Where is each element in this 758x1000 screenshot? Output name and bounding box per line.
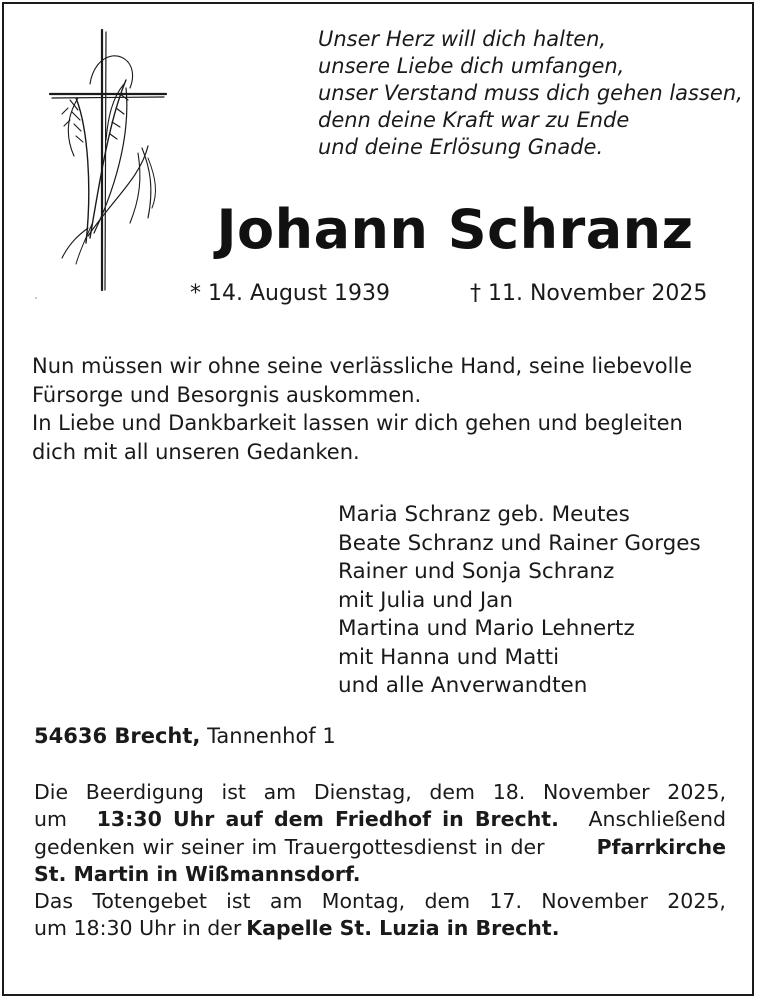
mourner: und alle Anverwandten [338,673,588,698]
details-line [34,915,726,942]
mourner: Rainer und Sonja Schranz [338,559,615,584]
mourners-list [338,501,701,701]
farewell-line: Fürsorge und Besorgnis auskommen. [32,382,422,407]
word: ist [221,780,246,804]
word: 18. [492,780,526,804]
word: Montag, [321,889,406,914]
mourner: mit Hanna und Matti [338,644,560,670]
church-location: St. Martin in Wißmannsdorf. [34,861,361,886]
deceased-name: Johann Schranz [216,198,694,261]
details-line [34,888,726,915]
word: ist [226,889,251,914]
farewell-line: Nun müssen wir ohne seine verlässliche Hand, seine liebevolle [32,354,693,378]
farewell-text [32,352,732,466]
farewell-line: dich mit all unseren Gedanken. [32,439,360,464]
birth-date: * 14. August 1939 [190,281,390,306]
word: November [542,780,650,804]
family-address [34,724,336,748]
funeral-details [34,779,726,943]
word: Das [34,889,74,914]
funeral-time-place: 13:30 Uhr auf dem Friedhof in Brecht. [96,807,559,832]
details-line [34,806,726,833]
word: dem [424,889,471,914]
word: Anschließend [588,807,726,832]
text-segment: gedenken wir seiner im Trauergottesdienst in der [34,834,545,859]
word: dem [429,780,476,804]
word: 2025, [667,780,726,804]
word: Beerdigung [85,780,204,804]
word: 17. [489,889,522,914]
poem-line: unser Verstand muss dich gehen lassen, [318,81,743,105]
word: um [34,807,67,832]
word: November [541,889,648,914]
address-place: 54636 Brecht, [34,724,201,748]
poem-line: unsere Liebe dich umfangen, [318,54,625,78]
details-line [34,861,726,888]
cross-with-wheat-icon [30,28,180,308]
poem-line: denn deine Kraft war zu Ende [318,108,630,132]
text-segment: um 18:30 Uhr in der [34,916,242,941]
word: 2025, [667,889,726,914]
word: am [263,780,297,804]
word: Dienstag, [313,780,412,804]
farewell-line: In Liebe und Dankbarkeit lassen wir dich gehen und begleiten [32,411,683,435]
poem-line: Unser Herz will dich halten, [318,27,607,51]
poem [318,26,743,161]
address-street: Tannenhof 1 [207,724,336,748]
mourner: Maria Schranz geb. Meutes [338,502,630,527]
mourner: Beate Schranz und Rainer Gorges [338,530,701,556]
mourner: Martina und Mario Lehnertz [338,616,635,641]
word: Totengebet [92,889,207,914]
details-line [34,779,726,806]
mourner: mit Julia und Jan [338,587,513,613]
poem-line: und deine Erlösung Gnade. [318,135,604,159]
church-name: Pfarrkirche [596,834,726,859]
chapel-name: Kapelle St. Luzia in Brecht. [246,916,560,941]
death-date: † 11. November 2025 [470,281,708,306]
word: am [269,889,303,914]
details-line [34,834,726,861]
word: Die [34,780,69,804]
